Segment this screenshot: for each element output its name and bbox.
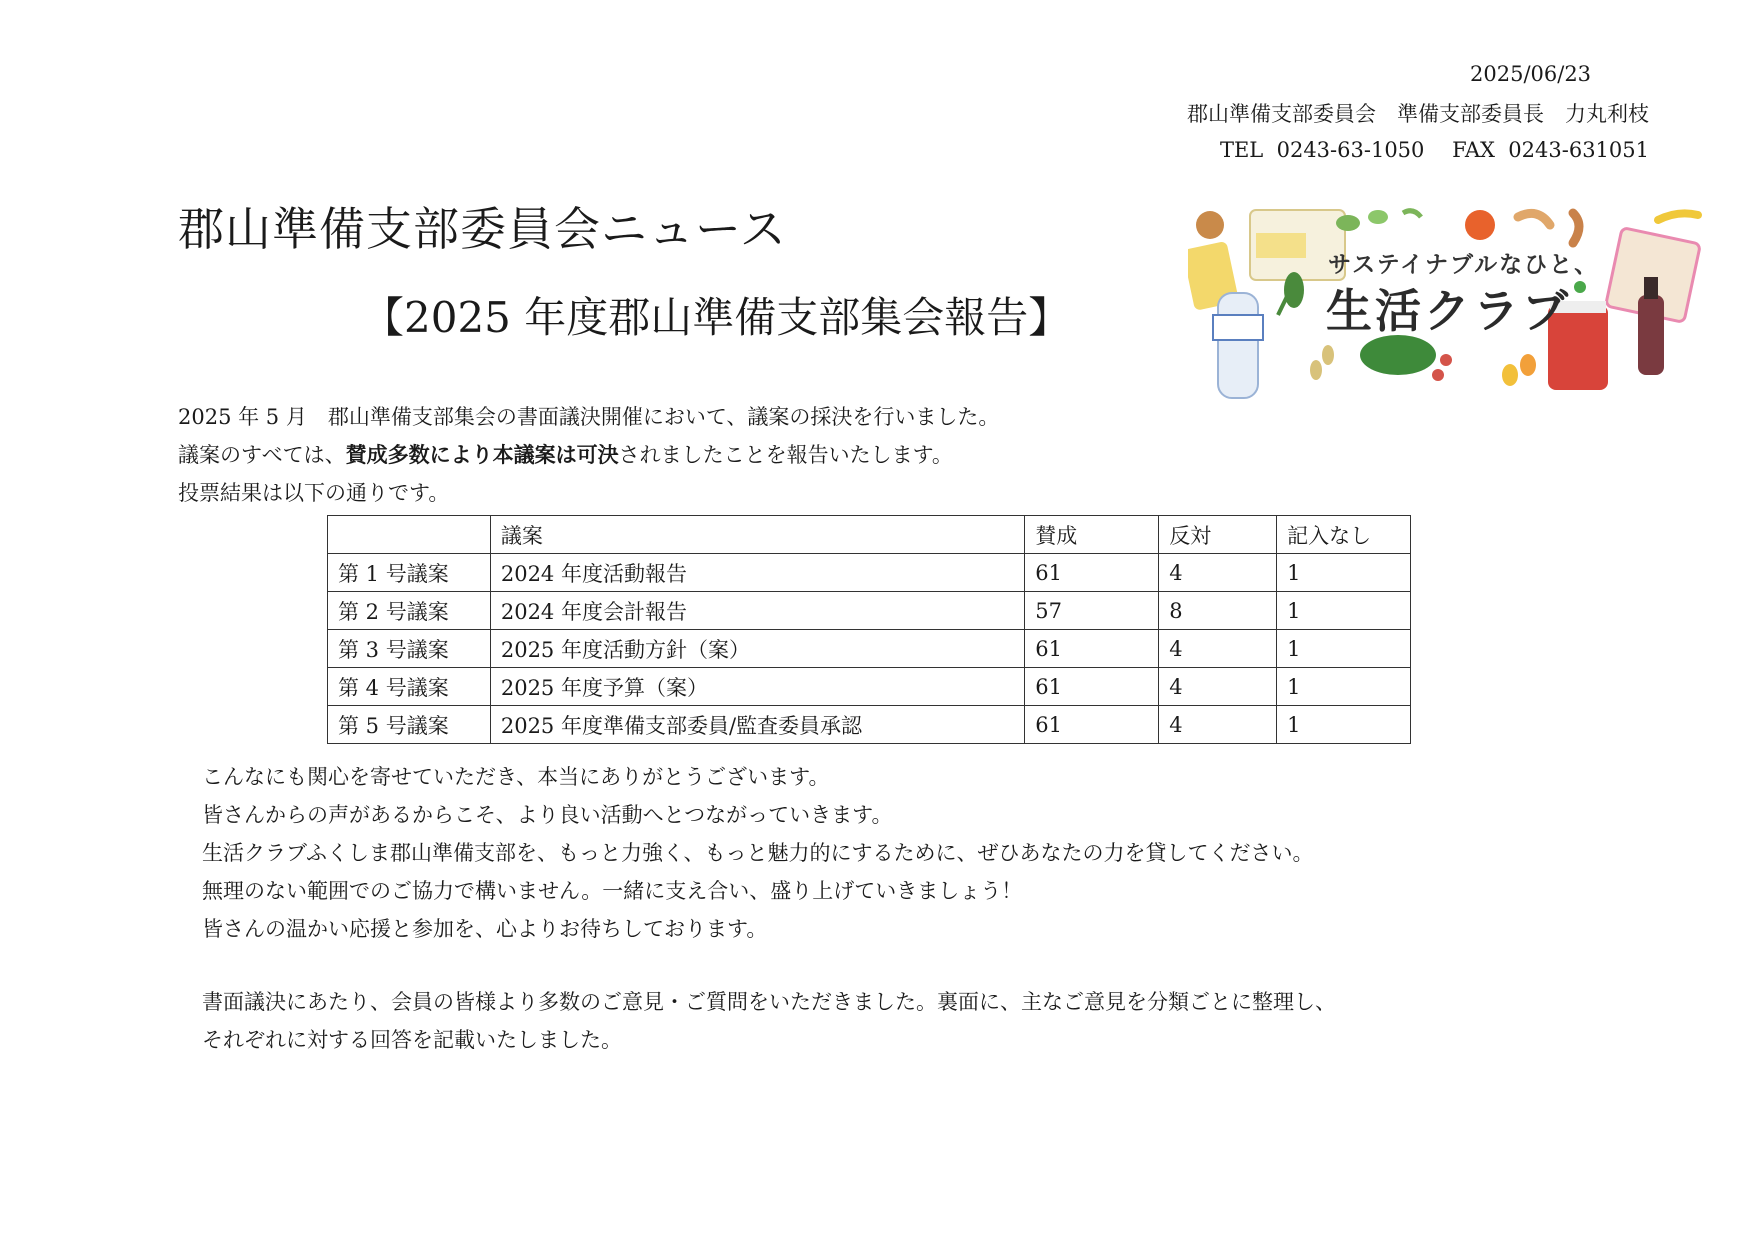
proposal-title: 2025 年度活動方針（案）	[490, 630, 1024, 668]
oppose-count: 4	[1159, 668, 1277, 706]
oppose-count: 8	[1159, 592, 1277, 630]
blank-count: 1	[1277, 706, 1411, 744]
blank-count: 1	[1277, 630, 1411, 668]
logo-dot-icon	[1574, 281, 1586, 293]
document-date: 2025/06/23	[1470, 62, 1592, 86]
proposal-number: 第 5 号議案	[328, 706, 491, 744]
proposal-title: 2025 年度準備支部委員/監査委員承認	[490, 706, 1024, 744]
logo-tagline: サステイナブルなひと、	[1328, 252, 1600, 278]
table-row	[328, 668, 1411, 706]
written-vote-note	[202, 983, 1336, 1059]
header-cell-oppose: 反対	[1159, 516, 1277, 554]
note-line: 書面議決にあたり、会員の皆様より多数のご意見・ご質問をいただきました。裏面に、主なご意見を分類ごとに整理し、	[202, 990, 1336, 1014]
oppose-count: 4	[1159, 630, 1277, 668]
header-cell-blank	[328, 516, 491, 554]
intro-line-1: 2025 年 5 月 郡山準備支部集会の書面議決開催において、議案の採決を行いました。	[178, 405, 1000, 429]
closing-line: 無理のない範囲でのご協力で構いません。一緒に支え合い、盛り上げていきましょう！	[202, 879, 1023, 903]
intro-line-2	[178, 436, 999, 474]
table-header-row	[328, 516, 1411, 554]
table-row	[328, 554, 1411, 592]
vote-results-table	[327, 515, 1411, 744]
intro-line-2-emphasis: 賛成多数により本議案は可決	[345, 442, 619, 467]
closing-line: 生活クラブふくしま郡山準備支部を、もっと力強く、もっと魅力的にするために、ぜひあなたの力を貸してください。	[202, 841, 1314, 865]
sender-contact: TEL 0243-63-1050 FAX 0243-631051	[1219, 138, 1649, 162]
approve-count: 61	[1025, 668, 1159, 706]
oppose-count: 4	[1159, 554, 1277, 592]
oppose-count: 4	[1159, 706, 1277, 744]
approve-count: 57	[1025, 592, 1159, 630]
closing-message	[202, 758, 1314, 948]
approve-count: 61	[1025, 554, 1159, 592]
proposal-title: 2024 年度活動報告	[490, 554, 1024, 592]
intro-line-2-pre: 議案のすべては、	[178, 443, 346, 467]
intro-line-3: 投票結果は以下の通りです。	[178, 481, 450, 505]
header-cell-proposal: 議案	[490, 516, 1024, 554]
closing-line: こんなにも関心を寄せていただき、本当にありがとうございます。	[202, 765, 830, 789]
note-line: それぞれに対する回答を記載いたしました。	[202, 1028, 622, 1052]
intro-paragraph	[178, 398, 999, 512]
blank-count: 1	[1277, 668, 1411, 706]
proposal-number: 第 1 号議案	[328, 554, 491, 592]
proposal-number: 第 2 号議案	[328, 592, 491, 630]
table-row	[328, 706, 1411, 744]
header-cell-blank-votes: 記入なし	[1277, 516, 1411, 554]
blank-count: 1	[1277, 554, 1411, 592]
closing-line: 皆さんの温かい応援と参加を、心よりお待ちしております。	[202, 917, 768, 941]
approve-count: 61	[1025, 630, 1159, 668]
table-row	[328, 630, 1411, 668]
proposal-title: 2024 年度会計報告	[490, 592, 1024, 630]
proposal-number: 第 3 号議案	[328, 630, 491, 668]
proposal-title: 2025 年度予算（案）	[490, 668, 1024, 706]
sender-organization: 郡山準備支部委員会 準備支部委員長 力丸利枝	[1187, 102, 1649, 126]
seikatsu-club-logo	[1188, 205, 1728, 410]
proposal-number: 第 4 号議案	[328, 668, 491, 706]
logo-name: 生活クラブ	[1326, 284, 1571, 338]
table-row	[328, 592, 1411, 630]
approve-count: 61	[1025, 706, 1159, 744]
newsletter-title: 郡山準備支部委員会ニュース	[178, 202, 787, 256]
intro-line-2-post: されましたことを報告いたします。	[618, 443, 953, 467]
header-cell-approve: 賛成	[1025, 516, 1159, 554]
report-title: 【2025 年度郡山準備支部集会報告】	[362, 293, 1071, 342]
closing-line: 皆さんからの声があるからこそ、より良い活動へとつながっていきます。	[202, 803, 893, 827]
blank-count: 1	[1277, 592, 1411, 630]
